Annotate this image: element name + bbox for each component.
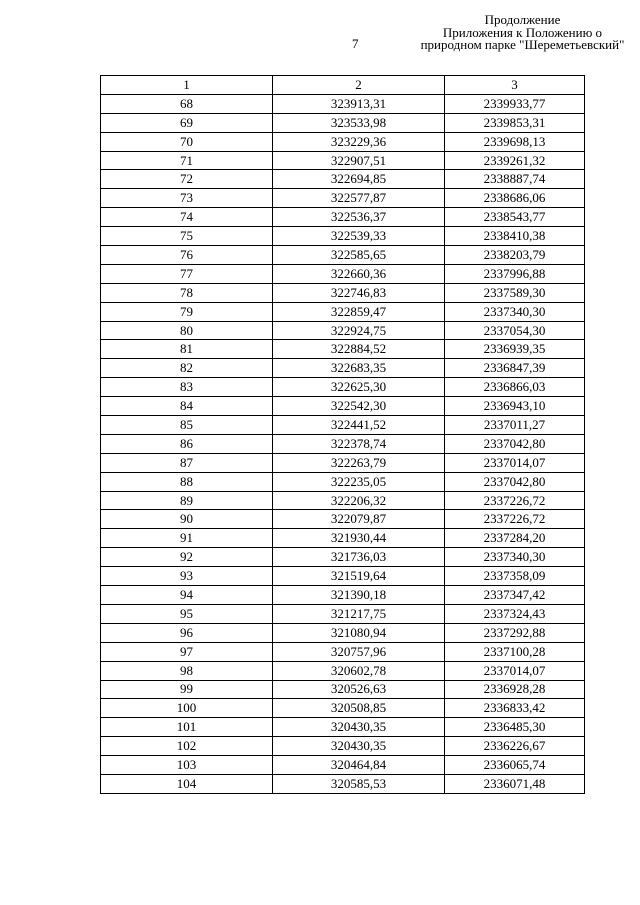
point-number-cell: 80 (101, 321, 273, 340)
x-coordinate-cell: 322263,79 (273, 453, 445, 472)
point-number-cell: 83 (101, 378, 273, 397)
x-coordinate-cell: 321930,44 (273, 529, 445, 548)
x-coordinate-cell: 322235,05 (273, 472, 445, 491)
table-row (101, 642, 585, 661)
point-number-cell: 76 (101, 246, 273, 265)
x-coordinate-cell: 322206,32 (273, 491, 445, 510)
table-row (101, 94, 585, 113)
y-coordinate-cell: 2337054,30 (445, 321, 585, 340)
y-coordinate-cell: 2336833,42 (445, 699, 585, 718)
x-coordinate-cell: 321736,03 (273, 548, 445, 567)
table-row (101, 586, 585, 605)
x-coordinate-cell: 322694,85 (273, 170, 445, 189)
table-row (101, 208, 585, 227)
x-coordinate-cell: 320585,53 (273, 774, 445, 793)
table-row (101, 378, 585, 397)
point-number-cell: 85 (101, 416, 273, 435)
y-coordinate-cell: 2339698,13 (445, 132, 585, 151)
x-coordinate-cell: 320602,78 (273, 661, 445, 680)
x-coordinate-cell: 320464,84 (273, 756, 445, 775)
x-coordinate-cell: 322746,83 (273, 283, 445, 302)
y-coordinate-cell: 2337996,88 (445, 264, 585, 283)
y-coordinate-cell: 2336939,35 (445, 340, 585, 359)
point-number-cell: 81 (101, 340, 273, 359)
table-row (101, 680, 585, 699)
table-row (101, 397, 585, 416)
y-coordinate-cell: 2337589,30 (445, 283, 585, 302)
table-row (101, 189, 585, 208)
y-coordinate-cell: 2337292,88 (445, 623, 585, 642)
table-row (101, 567, 585, 586)
y-coordinate-cell: 2337100,28 (445, 642, 585, 661)
point-number-cell: 68 (101, 94, 273, 113)
x-coordinate-cell: 322660,36 (273, 264, 445, 283)
x-coordinate-cell: 320430,35 (273, 737, 445, 756)
table-row (101, 151, 585, 170)
continuation-header (405, 14, 640, 52)
y-coordinate-cell: 2337011,27 (445, 416, 585, 435)
point-number-cell: 71 (101, 151, 273, 170)
table-row (101, 699, 585, 718)
y-coordinate-cell: 2337347,42 (445, 586, 585, 605)
x-coordinate-cell: 322907,51 (273, 151, 445, 170)
table-row (101, 529, 585, 548)
coordinates-table (100, 75, 585, 794)
column-header: 1 (101, 76, 273, 95)
y-coordinate-cell: 2339853,31 (445, 113, 585, 132)
y-coordinate-cell: 2339261,32 (445, 151, 585, 170)
y-coordinate-cell: 2337324,43 (445, 604, 585, 623)
table-row (101, 321, 585, 340)
x-coordinate-cell: 321080,94 (273, 623, 445, 642)
x-coordinate-cell: 323533,98 (273, 113, 445, 132)
point-number-cell: 104 (101, 774, 273, 793)
table-row (101, 510, 585, 529)
y-coordinate-cell: 2337042,80 (445, 472, 585, 491)
x-coordinate-cell: 323913,31 (273, 94, 445, 113)
y-coordinate-cell: 2336866,03 (445, 378, 585, 397)
y-coordinate-cell: 2338686,06 (445, 189, 585, 208)
y-coordinate-cell: 2338543,77 (445, 208, 585, 227)
header-line-appendix: Приложения к Положению о (442, 24, 603, 40)
column-header: 3 (445, 76, 585, 95)
y-coordinate-cell: 2337014,07 (445, 661, 585, 680)
x-coordinate-cell: 320508,85 (273, 699, 445, 718)
x-coordinate-cell: 320757,96 (273, 642, 445, 661)
column-header: 2 (273, 76, 445, 95)
y-coordinate-cell: 2337340,30 (445, 548, 585, 567)
table-row (101, 737, 585, 756)
table-row (101, 434, 585, 453)
y-coordinate-cell: 2338410,38 (445, 227, 585, 246)
table-row (101, 340, 585, 359)
point-number-cell: 100 (101, 699, 273, 718)
header-line-park: природном парке "Шереметьевский" (420, 37, 625, 52)
y-coordinate-cell: 2336943,10 (445, 397, 585, 416)
table-row (101, 132, 585, 151)
point-number-cell: 93 (101, 567, 273, 586)
y-coordinate-cell: 2337284,20 (445, 529, 585, 548)
table-body (101, 94, 585, 793)
y-coordinate-cell: 2339933,77 (445, 94, 585, 113)
table-row (101, 302, 585, 321)
table-row (101, 416, 585, 435)
table-row (101, 623, 585, 642)
table-row (101, 283, 585, 302)
point-number-cell: 87 (101, 453, 273, 472)
x-coordinate-cell: 322859,47 (273, 302, 445, 321)
x-coordinate-cell: 321217,75 (273, 604, 445, 623)
x-coordinate-cell: 321390,18 (273, 586, 445, 605)
table-row (101, 548, 585, 567)
point-number-cell: 72 (101, 170, 273, 189)
table-row (101, 774, 585, 793)
y-coordinate-cell: 2337042,80 (445, 434, 585, 453)
point-number-cell: 91 (101, 529, 273, 548)
y-coordinate-cell: 2338203,79 (445, 246, 585, 265)
point-number-cell: 79 (101, 302, 273, 321)
point-number-cell: 94 (101, 586, 273, 605)
table-row (101, 718, 585, 737)
point-number-cell: 92 (101, 548, 273, 567)
table-row (101, 113, 585, 132)
table-row (101, 756, 585, 775)
x-coordinate-cell: 322683,35 (273, 359, 445, 378)
x-coordinate-cell: 322079,87 (273, 510, 445, 529)
x-coordinate-cell: 321519,64 (273, 567, 445, 586)
table-row (101, 170, 585, 189)
table-row (101, 453, 585, 472)
x-coordinate-cell: 322539,33 (273, 227, 445, 246)
x-coordinate-cell: 322441,52 (273, 416, 445, 435)
point-number-cell: 102 (101, 737, 273, 756)
point-number-cell: 98 (101, 661, 273, 680)
header-line-continuation: Продолжение (484, 12, 561, 27)
point-number-cell: 95 (101, 604, 273, 623)
point-number-cell: 84 (101, 397, 273, 416)
y-coordinate-cell: 2336071,48 (445, 774, 585, 793)
y-coordinate-cell: 2336847,39 (445, 359, 585, 378)
point-number-cell: 99 (101, 680, 273, 699)
x-coordinate-cell: 323229,36 (273, 132, 445, 151)
point-number-cell: 96 (101, 623, 273, 642)
x-coordinate-cell: 322625,30 (273, 378, 445, 397)
y-coordinate-cell: 2336065,74 (445, 756, 585, 775)
point-number-cell: 90 (101, 510, 273, 529)
point-number-cell: 75 (101, 227, 273, 246)
point-number-cell: 73 (101, 189, 273, 208)
point-number-cell: 101 (101, 718, 273, 737)
page-number: 7 (352, 36, 359, 51)
y-coordinate-cell: 2336485,30 (445, 718, 585, 737)
x-coordinate-cell: 322577,87 (273, 189, 445, 208)
x-coordinate-cell: 322536,37 (273, 208, 445, 227)
point-number-cell: 70 (101, 132, 273, 151)
x-coordinate-cell: 322924,75 (273, 321, 445, 340)
x-coordinate-cell: 322884,52 (273, 340, 445, 359)
point-number-cell: 89 (101, 491, 273, 510)
point-number-cell: 88 (101, 472, 273, 491)
point-number-cell: 78 (101, 283, 273, 302)
table-row (101, 661, 585, 680)
x-coordinate-cell: 320430,35 (273, 718, 445, 737)
table-header-row (101, 76, 585, 95)
point-number-cell: 69 (101, 113, 273, 132)
y-coordinate-cell: 2336928,28 (445, 680, 585, 699)
table-row (101, 491, 585, 510)
table-row (101, 264, 585, 283)
x-coordinate-cell: 322585,65 (273, 246, 445, 265)
table-row (101, 359, 585, 378)
point-number-cell: 103 (101, 756, 273, 775)
y-coordinate-cell: 2337226,72 (445, 491, 585, 510)
point-number-cell: 86 (101, 434, 273, 453)
table-row (101, 472, 585, 491)
x-coordinate-cell: 320526,63 (273, 680, 445, 699)
x-coordinate-cell: 322542,30 (273, 397, 445, 416)
y-coordinate-cell: 2336226,67 (445, 737, 585, 756)
point-number-cell: 97 (101, 642, 273, 661)
y-coordinate-cell: 2337014,07 (445, 453, 585, 472)
table-row (101, 227, 585, 246)
point-number-cell: 74 (101, 208, 273, 227)
y-coordinate-cell: 2337358,09 (445, 567, 585, 586)
point-number-cell: 77 (101, 264, 273, 283)
table-row (101, 246, 585, 265)
y-coordinate-cell: 2337226,72 (445, 510, 585, 529)
y-coordinate-cell: 2338887,74 (445, 170, 585, 189)
y-coordinate-cell: 2337340,30 (445, 302, 585, 321)
x-coordinate-cell: 322378,74 (273, 434, 445, 453)
point-number-cell: 82 (101, 359, 273, 378)
table-row (101, 604, 585, 623)
